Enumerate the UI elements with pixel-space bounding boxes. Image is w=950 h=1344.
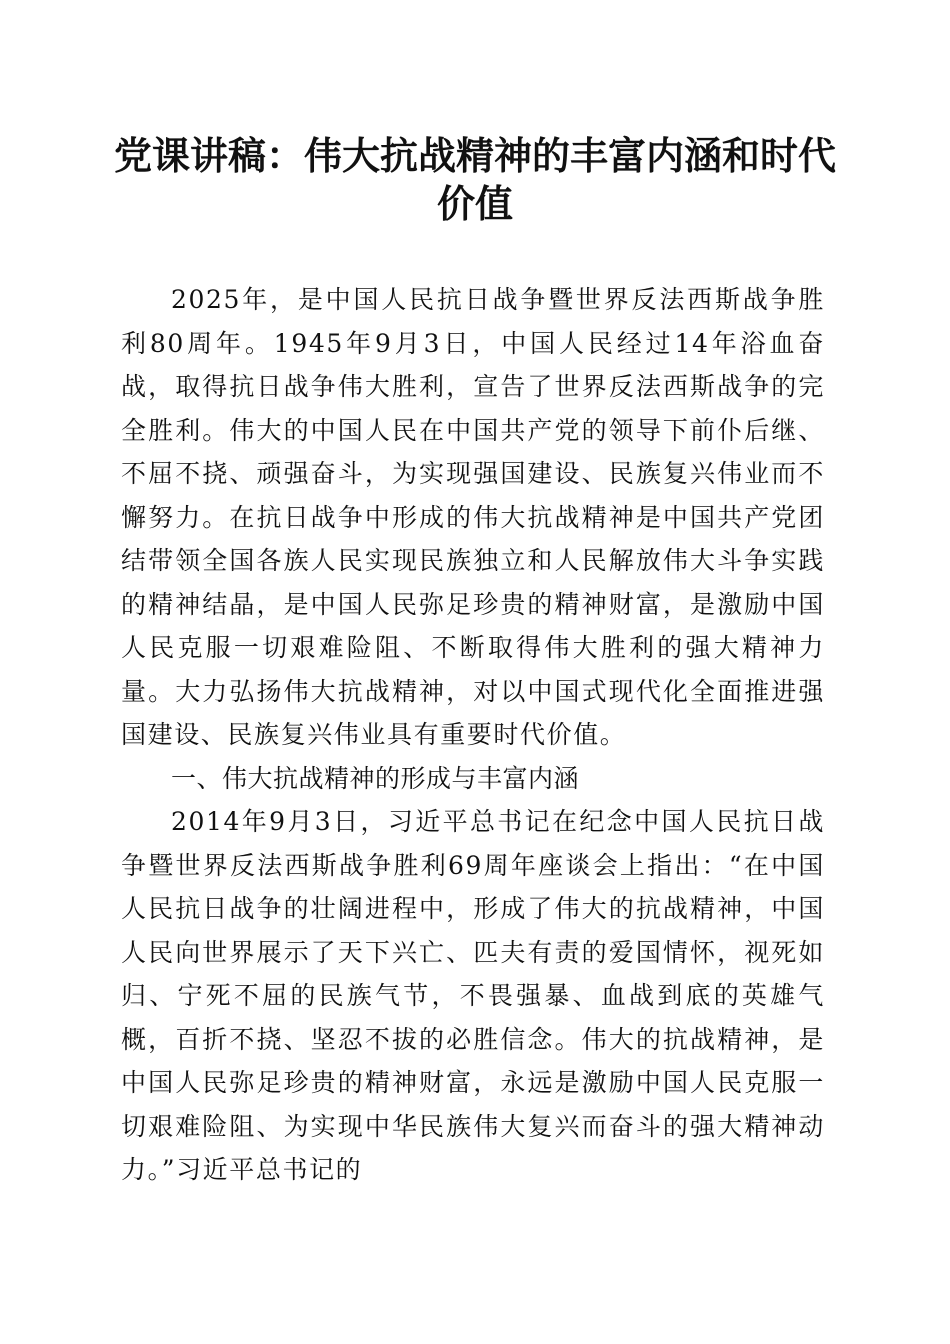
document-body: [121, 278, 825, 1192]
intro-paragraph: 2025年，是中国人民抗日战争暨世界反法西斯战争胜利80周年。1945年9月3日，中国人民经过14年浴血奋战，取得抗日战争伟大胜利，宣告了世界反法西斯战争的完全胜利。伟大的中国人民在中国共产党的领导下前仆后继、不屈不挠、顽强奋斗，为实现强国建设、民族复兴伟业而不懈努力。在抗日战争中形成的伟大抗战精神是中国共产党团结带领全国各族人民实现民族独立和人民解放伟大斗争实践的精神结晶，是中国人民弥足珍贵的精神财富，是激励中国人民克服一切艰难险阻、不断取得伟大胜利的强大精神力量。大力弘扬伟大抗战精神，对以中国式现代化全面推进强国建设、民族复兴伟业具有重要时代价值。: [121, 285, 825, 749]
document-title: 党课讲稿：伟大抗战精神的丰富内涵和时代价值: [113, 133, 836, 226]
section-heading: 一、伟大抗战精神的形成与丰富内涵: [171, 763, 580, 793]
section-paragraph: 2014年9月3日，习近平总书记在纪念中国人民抗日战争暨世界反法西斯战争胜利69周年座谈会上指出：“在中国人民抗日战争的壮阔进程中，形成了伟大的抗战精神，中国人民向世界展示了天下兴亡、匹夫有责的爱国情怀，视死如归、宁死不屈的民族气节，不畏强暴、血战到底的英雄气概，百折不挠、坚忍不拔的必胜信念。伟大的抗战精神，是中国人民弥足珍贵的精神财富，永远是激励中国人民克服一切艰难险阻、为实现中华民族伟大复兴而奋斗的强大精神动力。”习近平总书记的: [121, 807, 825, 1184]
